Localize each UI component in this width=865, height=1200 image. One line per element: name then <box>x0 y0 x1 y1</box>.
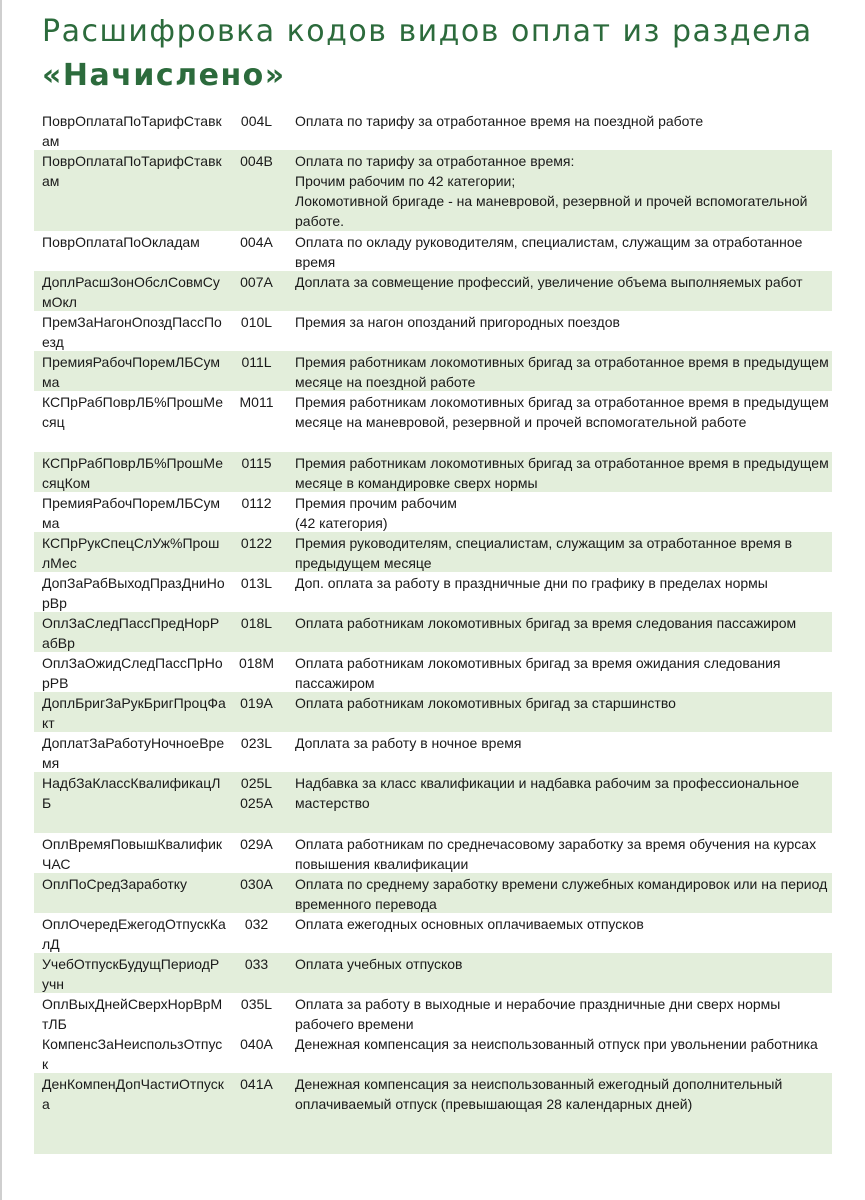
table-row <box>34 311 832 351</box>
pay-type-name: ПоврОплатаПоТарифСтавкам <box>42 113 222 149</box>
pay-code: 033 <box>244 956 269 972</box>
pay-type-name: ДопЗаРабВыходПразДниНорВр <box>42 575 225 611</box>
pay-code: 0112 <box>241 495 272 511</box>
table-row <box>34 772 832 833</box>
pay-type-name: ПоврОплатаПоТарифСтавкам <box>42 153 222 189</box>
table-row <box>34 572 832 612</box>
pay-description: Денежная компенсация за неиспользованный ежегодный дополнительный оплачиваемый отпуск (превышающая 28 календарных дней) <box>295 1076 783 1112</box>
table-row <box>34 231 832 271</box>
pay-description: Денежная компенсация за неиспользованный отпуск при увольнении работника <box>295 1036 818 1052</box>
table-row <box>34 612 832 652</box>
pay-code: 0122 <box>240 535 273 551</box>
table-row <box>34 953 832 993</box>
pay-type-name: КСПрРабПоврЛБ%ПрошМесяц <box>42 394 224 430</box>
table-row <box>34 351 832 391</box>
pay-code: 004L <box>240 113 273 129</box>
pay-type-name: УчебОтпускБудущПериодРучн <box>42 956 220 992</box>
pay-type-name: ОплВремяПовышКвалификЧАС <box>42 836 223 872</box>
pay-description: Премия работникам локомотивных бригад за отработанное время в предыдущем месяце на маневровой, резервной и прочей вспомогательной работе <box>295 394 829 430</box>
pay-type-name: ОплВыхДнейСверхНорВрМтЛБ <box>42 996 223 1032</box>
pay-type-name: КомпенсЗаНеиспользОтпуск <box>42 1036 223 1072</box>
pay-description: Оплата учебных отпусков <box>295 956 463 972</box>
pay-description: Доп. оплата за работу в праздничные дни по графику в пределах нормы <box>295 575 768 591</box>
pay-codes-table <box>34 110 832 1154</box>
pay-code: 013L <box>240 575 273 591</box>
pay-type-name: ПремияРабочПоремЛБСумма <box>42 495 220 531</box>
pay-type-name: ДоплРасшЗонОбслСовмСумОкл <box>42 274 220 310</box>
pay-type-name: ОплЗаСледПассПредНорРабВр <box>42 615 220 651</box>
pay-code: 018L <box>240 615 273 631</box>
pay-code: 023L <box>240 735 273 751</box>
table-row <box>34 652 832 692</box>
pay-code: 007A <box>240 274 273 290</box>
pay-description: Надбавка за класс квалификации и надбавка рабочим за профессиональное мастерство <box>295 775 800 811</box>
pay-code: M011 <box>239 394 274 410</box>
pay-description: Доплата за работу в ночное время <box>295 735 522 751</box>
title-line-1: Расшифровка кодов видов оплат из раздела <box>42 14 813 49</box>
pay-code: 004A <box>240 234 273 250</box>
pay-description: Премия прочим рабочим (42 категория) <box>295 495 457 531</box>
pay-code: 032 <box>244 916 269 932</box>
table-row <box>34 452 832 492</box>
pay-description: Оплата за работу в выходные и нерабочие праздничные дни сверх нормы рабочего времени <box>295 996 781 1032</box>
pay-description: Оплата работникам по среднечасовому заработку за время обучения на курсах повышения квалификации <box>295 836 817 872</box>
pay-description: Оплата по окладу руководителям, специалистам, служащим за отработанное время <box>295 234 803 270</box>
pay-description: Премия руководителям, специалистам, служащим за отработанное время в предыдущем месяце <box>295 535 793 571</box>
pay-code: 025L 025A <box>240 775 273 811</box>
pay-type-name: ОплПоСредЗаработку <box>42 876 188 892</box>
pay-type-name: ОплОчередЕжегодОтпускКалД <box>42 916 226 952</box>
pay-description: Оплата по тарифу за отработанное время на поездной работе <box>295 113 704 129</box>
table-row <box>34 532 832 572</box>
table-row <box>34 1033 832 1073</box>
pay-code: 030A <box>240 876 273 892</box>
table-row <box>34 391 832 452</box>
pay-code: 011L <box>241 354 272 370</box>
table-row <box>34 873 832 913</box>
table-row <box>34 913 832 953</box>
table-row <box>34 271 832 311</box>
pay-description: Оплата по тарифу за отработанное время: Прочим рабочим по 42 категории; Локомотивной бригаде - на маневровой, резервной и прочей вспомогательной работе. <box>295 153 808 229</box>
pay-code: 018M <box>238 655 275 671</box>
pay-type-name: ПремияРабочПоремЛБСумма <box>42 354 220 390</box>
pay-type-name: ДоплатЗаРаботуНочноеВремя <box>42 735 225 771</box>
pay-code: 029A <box>240 836 273 852</box>
pay-code: 004B <box>240 153 273 169</box>
pay-description: Премия работникам локомотивных бригад за отработанное время в предыдущем месяце на поездной работе <box>295 354 829 390</box>
pay-code: 040A <box>240 1036 273 1052</box>
pay-description: Оплата ежегодных основных оплачиваемых отпусков <box>295 916 644 932</box>
title-line-2: «Начислено» <box>42 58 286 93</box>
pay-code: 041A <box>240 1076 273 1092</box>
pay-code: 035L <box>240 996 273 1012</box>
pay-type-name: ОплЗаОжидСледПассПрНорРВ <box>42 655 223 691</box>
pay-type-name: КСПрРукСпецСлУж%ПрошлМес <box>42 535 220 571</box>
pay-type-name: ДоплБригЗаРукБригПроцФакт <box>42 695 226 731</box>
table-row <box>34 1073 832 1154</box>
table-row <box>34 833 832 873</box>
table-row <box>34 732 832 772</box>
table-row <box>34 492 832 532</box>
pay-description: Премия работникам локомотивных бригад за отработанное время в предыдущем месяце в командировке сверх нормы <box>295 455 829 491</box>
pay-type-name: НадбЗаКлассКвалификацЛБ <box>42 775 221 811</box>
table-row <box>34 110 832 150</box>
page-title <box>42 10 832 98</box>
table-row <box>34 692 832 732</box>
pay-description: Оплата работникам локомотивных бригад за время следования пассажиром <box>295 615 797 631</box>
table-row <box>34 993 832 1033</box>
pay-description: Оплата работникам локомотивных бригад за старшинство <box>295 695 676 711</box>
pay-type-name: ДенКомпенДопЧастиОтпуска <box>42 1076 224 1112</box>
pay-code: 0115 <box>241 455 272 471</box>
pay-code: 010L <box>240 314 273 330</box>
pay-description: Оплата работникам локомотивных бригад за время ожидания следования пассажиром <box>295 655 781 691</box>
pay-description: Оплата по среднему заработку времени служебных командировок или на период временного перевода <box>295 876 828 912</box>
pay-description: Премия за нагон опозданий пригородных поездов <box>295 314 620 330</box>
table-row <box>34 150 832 231</box>
pay-type-name: КСПрРабПоврЛБ%ПрошМесяцКом <box>42 455 224 491</box>
pay-description: Доплата за совмещение профессий, увеличение объема выполняемых работ <box>295 274 803 290</box>
pay-code: 019A <box>240 695 273 711</box>
pay-type-name: ПоврОплатаПоОкладам <box>42 234 200 250</box>
pay-type-name: ПремЗаНагонОпоздПассПоезд <box>42 314 222 350</box>
